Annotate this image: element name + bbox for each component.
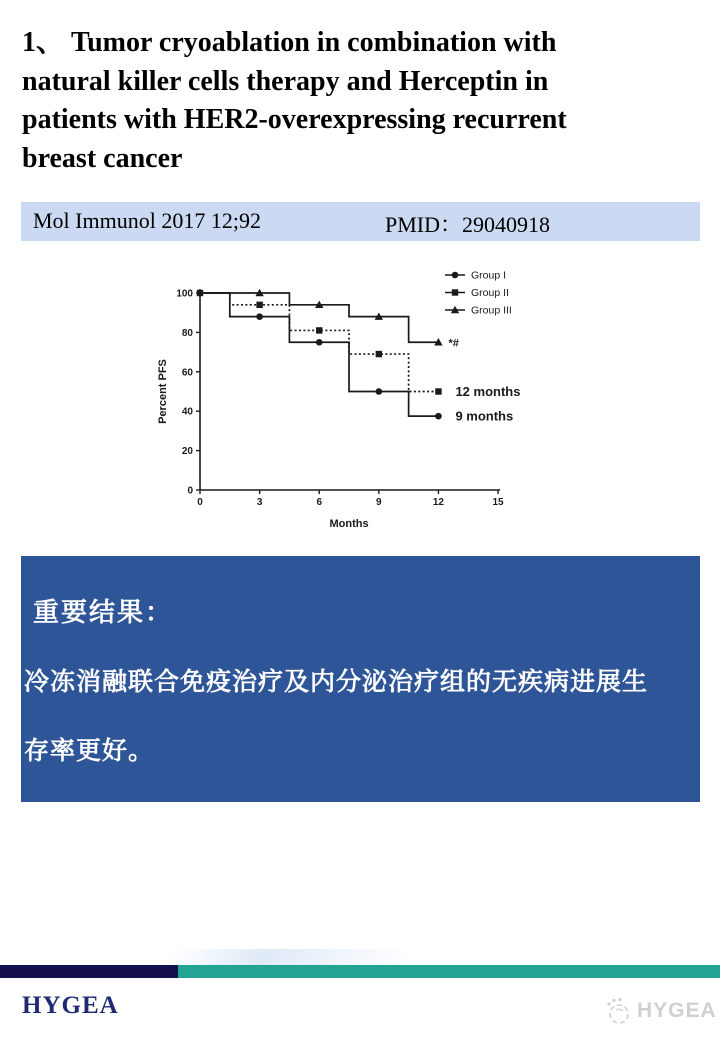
title-line: 1、 Tumor cryoablation in combination with: [22, 27, 557, 58]
footer-gradient-wisp: [163, 949, 492, 965]
svg-text:6: 6: [316, 497, 323, 508]
svg-text:*#: *#: [448, 337, 459, 350]
hygea-emblem-icon: [604, 996, 632, 1026]
svg-text:3: 3: [256, 497, 263, 508]
title-line: natural killer cells therapy and Herceptin in: [22, 65, 549, 97]
svg-text:Months: Months: [329, 518, 369, 530]
key-results-heading: 重要结果：: [33, 597, 174, 627]
svg-text:40: 40: [181, 406, 193, 418]
svg-text:15: 15: [492, 497, 504, 508]
svg-text:Group II: Group II: [471, 287, 509, 299]
svg-text:60: 60: [181, 367, 193, 379]
key-results-box: [21, 556, 700, 802]
hygea-watermark-text: HYGEA: [637, 999, 717, 1022]
title-line: patients with HER2-overexpressing recurrent: [22, 104, 567, 135]
key-results-text-line: 冷冻消融联合免疫治疗及内分泌治疗组的无疾病进展生: [24, 668, 649, 696]
svg-text:9: 9: [376, 497, 382, 508]
citation-bar: [21, 202, 700, 241]
footer-bar-navy: [0, 965, 178, 978]
footer-bar-teal: [178, 965, 720, 978]
key-results-text-line: 存率更好。: [24, 737, 155, 765]
svg-text:Percent PFS: Percent PFS: [157, 359, 169, 424]
survival-chart-figure: [150, 256, 580, 546]
svg-text:Group I: Group I: [471, 269, 507, 282]
svg-text:0: 0: [187, 485, 193, 497]
svg-text:0: 0: [197, 497, 203, 508]
svg-text:9 months: 9 months: [455, 408, 514, 424]
svg-text:80: 80: [181, 327, 193, 339]
svg-text:12: 12: [432, 497, 445, 508]
title-line: breast cancer: [22, 142, 183, 174]
svg-text:20: 20: [181, 446, 193, 458]
pmid-value: PMID：29040918: [385, 212, 551, 237]
hygea-logo: HYGEA: [22, 992, 119, 1019]
hygea-watermark: [604, 996, 717, 1026]
svg-text:Group III: Group III: [471, 304, 512, 317]
journal-citation: Mol Immunol 2017 12;92: [33, 208, 261, 233]
svg-text:12 months: 12 months: [455, 384, 521, 399]
page-title: [22, 24, 706, 178]
svg-text:100: 100: [176, 288, 193, 300]
km-chart-svg: [150, 256, 580, 546]
